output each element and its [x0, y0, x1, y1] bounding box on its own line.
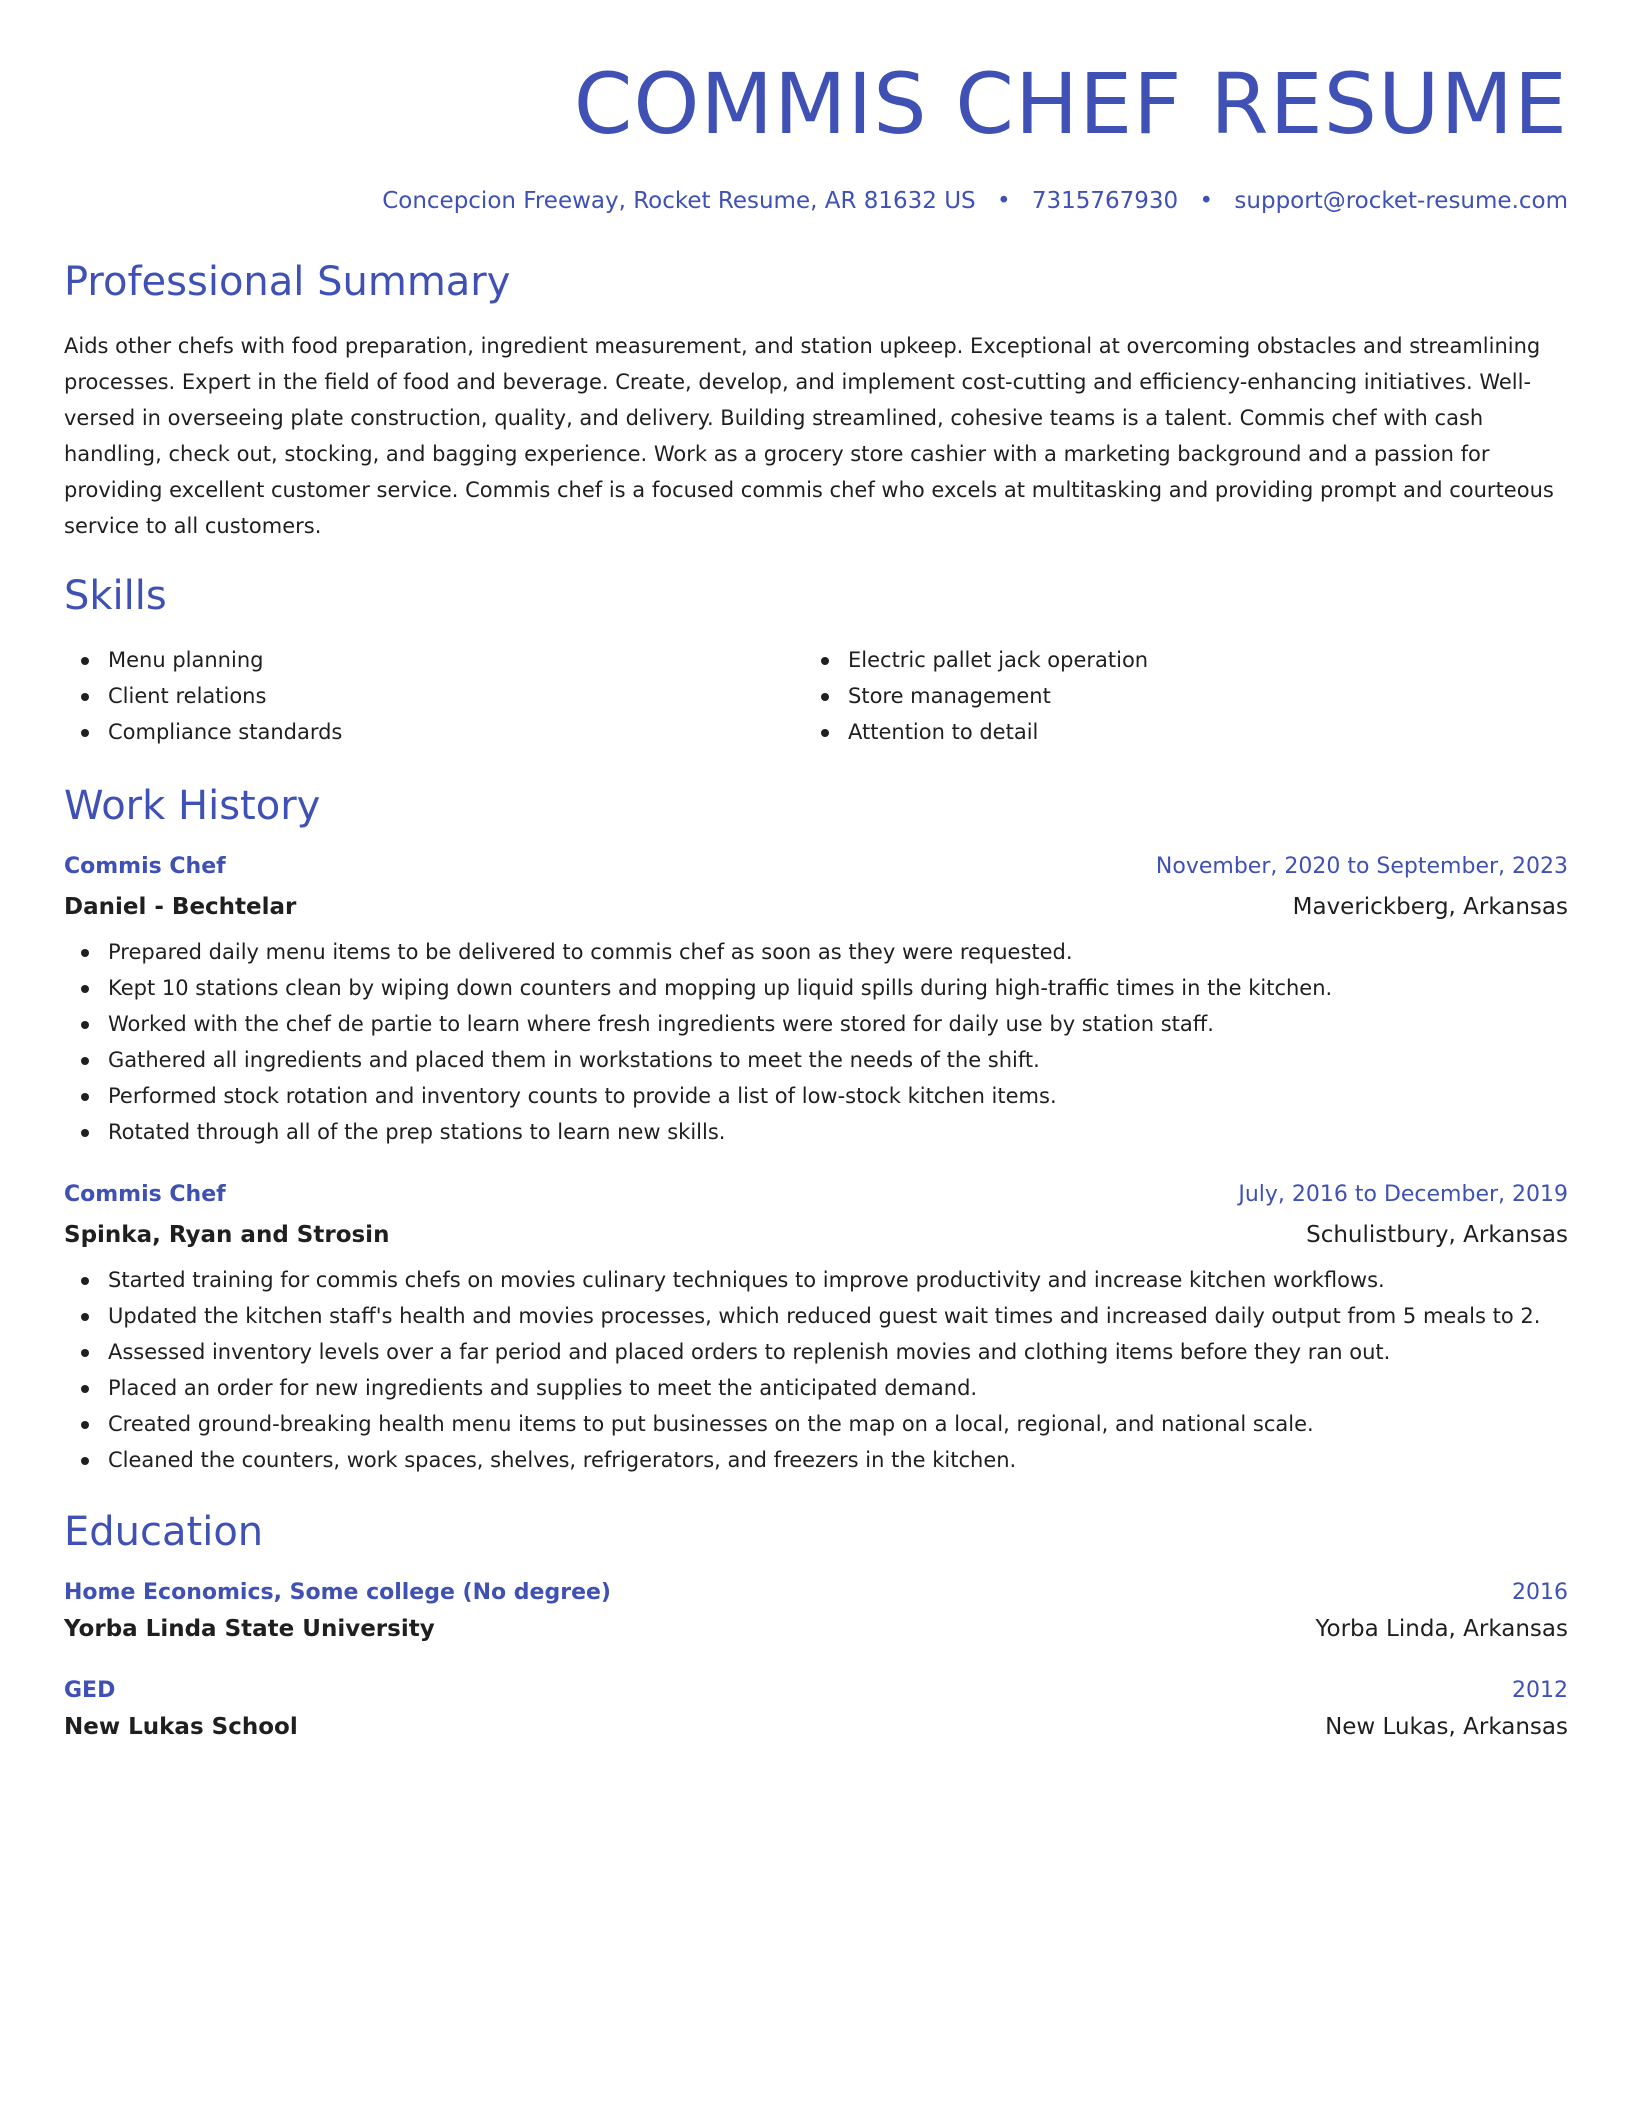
job-header-row — [64, 852, 1568, 882]
job-entry — [64, 852, 1568, 1150]
duty-item: Kept 10 stations clean by wiping down counters and mopping up liquid spills during high-traffic times in the kitchen. — [64, 970, 1568, 1006]
duty-item: Updated the kitchen staff's health and movies processes, which reduced guest wait times and increased daily output from 5 meals to 2. — [64, 1298, 1568, 1334]
degree-name: Home Economics, Some college (No degree) — [64, 1580, 611, 1605]
skill-item: Menu planning — [64, 642, 804, 678]
school-location: Yorba Linda, Arkansas — [1315, 1616, 1568, 1642]
education-school-row — [64, 1608, 1568, 1644]
separator-dot: • — [996, 188, 1011, 214]
graduation-year: 2016 — [1512, 1580, 1568, 1605]
school-name: Yorba Linda State University — [64, 1616, 435, 1642]
address: Concepcion Freeway, Rocket Resume, AR 81632 US — [382, 188, 976, 214]
school-location: New Lukas, Arkansas — [1325, 1714, 1568, 1740]
education-header-row — [64, 1578, 1568, 1608]
skills-column-right — [804, 642, 1544, 750]
skill-item: Electric pallet jack operation — [804, 642, 1544, 678]
section-title-education: Education — [64, 1509, 264, 1555]
resume-title: COMMIS CHEF RESUME — [573, 55, 1568, 153]
degree-name: GED — [64, 1678, 116, 1703]
job-duties — [64, 1262, 1568, 1478]
education-entry — [64, 1578, 1568, 1644]
job-title: Commis Chef — [64, 854, 226, 879]
job-location: Maverickberg, Arkansas — [1292, 894, 1568, 920]
job-employer-row — [64, 882, 1568, 922]
duty-item: Cleaned the counters, work spaces, shelves, refrigerators, and freezers in the kitchen. — [64, 1442, 1568, 1478]
duty-item: Prepared daily menu items to be delivered to commis chef as soon as they were requested. — [64, 934, 1568, 970]
duty-item: Placed an order for new ingredients and supplies to meet the anticipated demand. — [64, 1370, 1568, 1406]
duty-item: Created ground-breaking health menu items to put businesses on the map on a local, regional, and national scale. — [64, 1406, 1568, 1442]
duty-item: Performed stock rotation and inventory counts to provide a list of low-stock kitchen items. — [64, 1078, 1568, 1114]
skill-item: Compliance standards — [64, 714, 804, 750]
phone-number: 7315767930 — [1031, 188, 1179, 214]
summary-text: Aids other chefs with food preparation, ingredient measurement, and station upkeep. Exceptional at overcoming obstacles and streamlining processes. Expert in the field of food and beverage. Create, develop, and implement cost-cutting and efficiency-enhancing initiatives. Well-versed in overseeing plate construction, quality, and delivery. Building streamlined, cohesive teams is a talent. Commis chef with cash handling, check out, stocking, and bagging experience. Work as a grocery store cashier with a marketing background and a passion for providing excellent customer service. Commis chef is a focused commis chef who excels at multitasking and providing prompt and courteous service to all customers. — [64, 334, 1554, 538]
education-school-row — [64, 1706, 1568, 1742]
email-address: support@rocket-resume.com — [1234, 188, 1568, 214]
graduation-year: 2012 — [1512, 1678, 1568, 1703]
section-title-summary: Professional Summary — [64, 259, 511, 305]
skills-list — [64, 642, 1568, 750]
duty-item: Worked with the chef de partie to learn where fresh ingredients were stored for daily use by station staff. — [64, 1006, 1568, 1042]
duty-item: Assessed inventory levels over a far period and placed orders to replenish movies and clothing items before they ran out. — [64, 1334, 1568, 1370]
job-title: Commis Chef — [64, 1182, 226, 1207]
job-header-row — [64, 1180, 1568, 1210]
skill-item: Attention to detail — [804, 714, 1544, 750]
job-location: Schulistbury, Arkansas — [1306, 1222, 1568, 1248]
duty-item: Rotated through all of the prep stations to learn new skills. — [64, 1114, 1568, 1150]
employer-name: Spinka, Ryan and Strosin — [64, 1222, 390, 1248]
separator-dot: • — [1199, 188, 1214, 214]
education-entry — [64, 1676, 1568, 1742]
resume-header — [64, 56, 1568, 216]
job-duties — [64, 934, 1568, 1150]
job-entry — [64, 1180, 1568, 1478]
job-dates: November, 2020 to September, 2023 — [1155, 854, 1568, 879]
section-title-skills: Skills — [64, 573, 167, 619]
skill-item: Client relations — [64, 678, 804, 714]
school-name: New Lukas School — [64, 1714, 298, 1740]
education-header-row — [64, 1676, 1568, 1706]
duty-item: Gathered all ingredients and placed them in workstations to meet the needs of the shift. — [64, 1042, 1568, 1078]
section-title-work-history: Work History — [64, 783, 321, 829]
skills-column-left — [64, 642, 804, 750]
contact-line — [64, 186, 1568, 216]
job-dates: July, 2016 to December, 2019 — [1238, 1182, 1568, 1207]
employer-name: Daniel - Bechtelar — [64, 894, 297, 920]
duty-item: Started training for commis chefs on movies culinary techniques to improve productivity and increase kitchen workflows. — [64, 1262, 1568, 1298]
job-employer-row — [64, 1210, 1568, 1250]
skill-item: Store management — [804, 678, 1544, 714]
